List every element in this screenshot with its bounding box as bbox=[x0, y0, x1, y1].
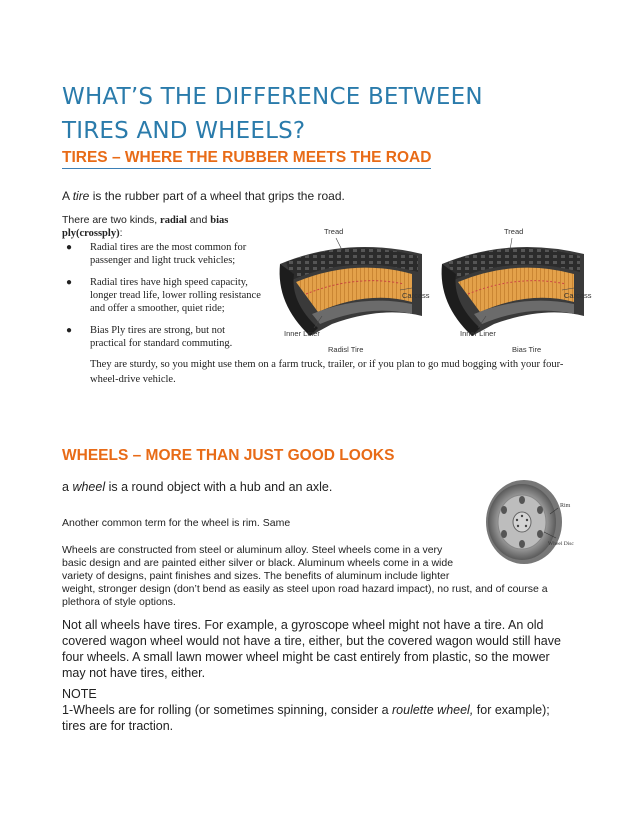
tire-diagram bbox=[272, 224, 592, 360]
note-label: NOTE bbox=[62, 687, 97, 701]
label-carcass-right: Carcass bbox=[564, 291, 592, 300]
list-item bbox=[62, 276, 262, 315]
list-item bbox=[62, 241, 262, 267]
tire-kinds bbox=[62, 214, 262, 240]
title-line-2: TIRES AND WHEELS? bbox=[62, 118, 306, 144]
label-carcass-left: Carcass bbox=[402, 291, 430, 300]
paragraph-line: weight, stronger design (don’t bend as easily as steel upon road hazard impact), no rust, and of course a bbox=[62, 583, 548, 595]
paragraph-line: may not have tires, either. bbox=[62, 666, 206, 680]
page-title bbox=[62, 80, 562, 148]
tires-heading: TIRES – WHERE THE RUBBER MEETS THE ROAD bbox=[62, 149, 431, 169]
title-line-1: WHAT’S THE DIFFERENCE BETWEEN bbox=[62, 84, 483, 110]
bullet-text: Radial tires have high speed capacity, longer tread life, lower rolling resistance and offer a smoother, quiet ride; bbox=[90, 277, 261, 314]
bias-tire-cutaway bbox=[442, 247, 584, 336]
paragraph-line: Wheels are constructed from steel or aluminum alloy. Steel wheels come in a very bbox=[62, 544, 443, 556]
label-tread-right: Tread bbox=[504, 227, 524, 236]
label-tread-left: Tread bbox=[324, 227, 344, 236]
bullet-text: Bias Ply tires are strong, but not practical for standard commuting. bbox=[90, 325, 233, 349]
wheel-def-pre: a bbox=[62, 480, 73, 494]
tire-kind-bias: bias ply(crossply) bbox=[62, 215, 229, 239]
label-inner-liner-right: Inner Liner bbox=[460, 329, 496, 338]
wheel-definition bbox=[62, 480, 332, 494]
tire-kind-radial: radial bbox=[160, 215, 187, 226]
label-rim: Rim bbox=[560, 503, 571, 509]
wheel-def-post: is a round object with a hub and an axle. bbox=[105, 480, 333, 494]
note-roulette-term: roulette wheel, bbox=[392, 703, 474, 717]
bullet-icon: ● bbox=[66, 277, 73, 288]
paragraph-line: basic design and are painted either silver or black. Aluminum wheels come in a wide bbox=[62, 557, 454, 569]
tire-kinds-and: and bbox=[186, 214, 211, 226]
paragraph-line: Not all wheels have tires. For example, a gyroscope wheel might not have a tire. An old bbox=[62, 618, 544, 632]
bullet-icon: ● bbox=[66, 325, 73, 336]
tire-kinds-colon: : bbox=[119, 227, 123, 239]
caption-bias-tire: Bias Tire bbox=[512, 345, 542, 354]
wheels-heading: WHEELS – MORE THAN JUST GOOD LOOKS bbox=[62, 447, 395, 464]
caption-radial-tire: Radisl Tire bbox=[328, 345, 364, 354]
tire-def-term: tire bbox=[72, 189, 90, 203]
steel-wheel-image bbox=[478, 470, 578, 570]
tire-kinds-pre: There are two kinds, bbox=[62, 214, 161, 226]
bias-ply-continuation: They are sturdy, so you might use them on a farm truck, trailer, or if you plan to go mud bogging with your four-wheel-drive vehicle. bbox=[90, 359, 564, 385]
paragraph-line: four wheels. A small lawn mower wheel might be cast entirely from plastic, so the mower bbox=[62, 650, 550, 664]
tire-definition bbox=[62, 189, 345, 203]
note-section bbox=[62, 686, 582, 734]
tire-def-pre: A bbox=[62, 189, 73, 203]
paragraph-line: covered wagon wheel would not have a tire, either, but the covered wagon would still have bbox=[62, 634, 561, 648]
note-line-1-post: for example); bbox=[473, 703, 550, 717]
wheel-def-term: wheel bbox=[72, 480, 106, 494]
label-inner-liner-left: Inner Liner bbox=[284, 329, 320, 338]
bullet-text: Radial tires are the most common for passenger and light truck vehicles; bbox=[90, 242, 247, 266]
note-line-1-pre: 1-Wheels are for rolling (or sometimes spinning, consider a bbox=[62, 703, 392, 717]
note-line-2: tires are for traction. bbox=[62, 719, 174, 733]
tire-def-post: is the rubber part of a wheel that grips the road. bbox=[89, 189, 345, 203]
list-item bbox=[62, 324, 262, 350]
note-line-1 bbox=[62, 702, 582, 718]
paragraph-line: variety of designs, paint finishes and sizes. The benefits of aluminum include lighter bbox=[62, 570, 450, 582]
paragraph-line: plethora of style options. bbox=[62, 596, 176, 608]
rim-sentence: Another common term for the wheel is rim. Same bbox=[62, 517, 291, 529]
bullet-icon: ● bbox=[66, 242, 73, 253]
not-all-wheels-paragraph bbox=[62, 617, 582, 681]
radial-tire-cutaway bbox=[280, 247, 422, 336]
label-wheel-disc: Wheel Disc bbox=[548, 541, 574, 547]
tire-bullet-list bbox=[62, 241, 262, 350]
